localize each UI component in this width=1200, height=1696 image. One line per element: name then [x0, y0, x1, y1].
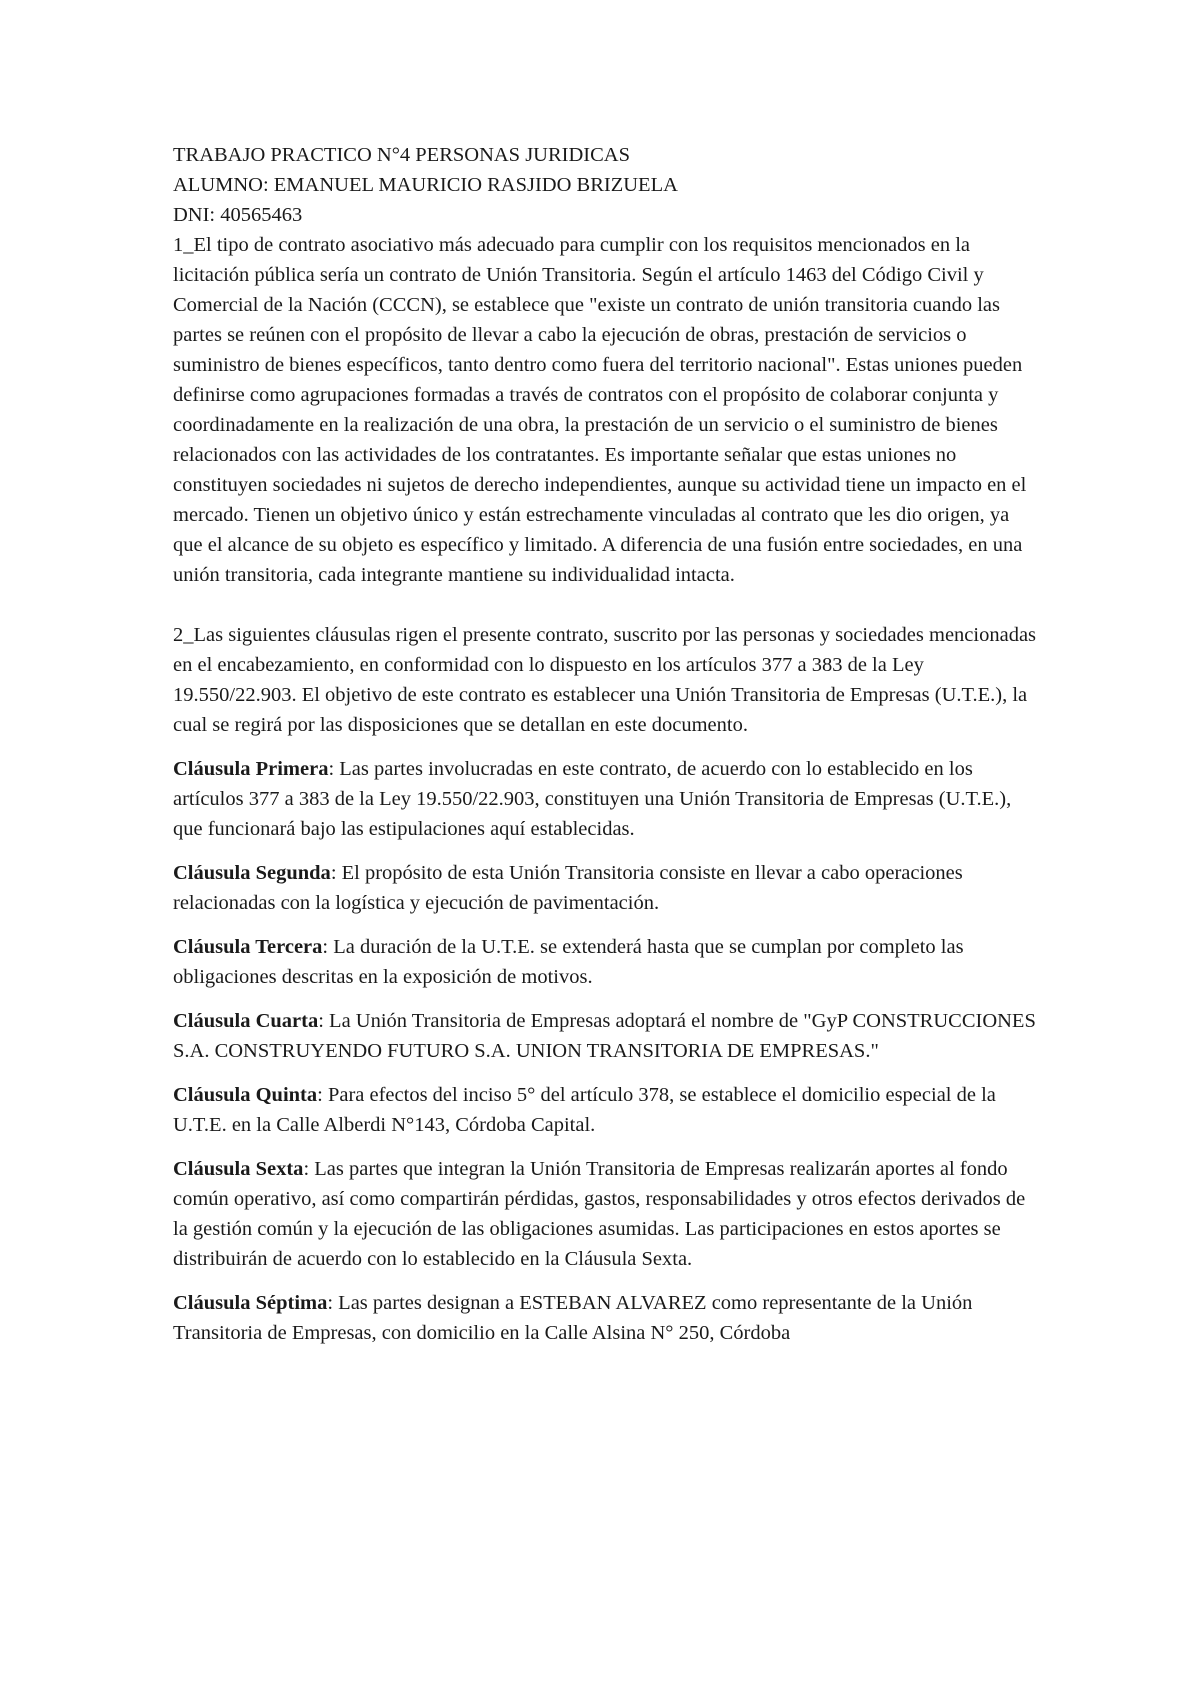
clause-title: Cláusula Cuarta: [173, 1010, 319, 1032]
section-1-paragraph: 1_El tipo de contrato asociativo más adecuado para cumplir con los requisitos mencionados en la licitación pública sería un contrato de Unión Transitoria. Según el artículo 1463 del Código Civil y Comercial de la Nación (CCCN), se establece que "existe un contrato de unión transitoria cuando las partes se reúnen con el propósito de llevar a cabo la ejecución de obras, prestación de servicios o suministro de bienes específicos, tanto dentro como fuera del territorio nacional". Estas uniones pueden definirse como agrupaciones formadas a través de contratos con el propósito de colaborar conjunta y coordinadamente en la realización de una obra, la prestación de un servicio o el suministro de bienes relacionados con las actividades de los contratantes. Es importante señalar que estas uniones no constituyen sociedades ni sujetos de derecho independientes, aunque su actividad tiene un impacto en el mercado. Tienen un objetivo único y están estrechamente vinculadas al contrato que les dio origen, ya que el alcance de su objeto es específico y limitado. A diferencia de una fusión entre sociedades, en una unión transitoria, cada integrante mantiene su individualidad intacta.: [173, 234, 1027, 586]
document-title: TRABAJO PRACTICO N°4 PERSONAS JURIDICAS: [173, 144, 630, 166]
section-2-intro: 2_Las siguientes cláusulas rigen el presente contrato, suscrito por las personas y sociedades mencionadas en el encabezamiento, en conformidad con lo dispuesto en los artículos 377 a 383 de la Ley 19.550/22.903. El objetivo de este contrato es establecer una Unión Transitoria de Empresas (U.T.E.), la cual se regirá por las disposiciones que se detallan en este documento.: [173, 624, 1037, 736]
clause-title: Cláusula Quinta: [173, 1084, 318, 1106]
student-dni: DNI: 40565463: [173, 204, 303, 226]
clause-title: Cláusula Primera: [173, 758, 329, 780]
clause-text: : Las partes involucradas en este contrato, de acuerdo con lo establecido en los artículos 377 a 383 de la Ley 19.550/22.903, constituyen una Unión Transitoria de Empresas (U.T.E.), que funcionará bajo las estipulaciones aquí establecidas.: [173, 758, 1012, 840]
clause-text: : Las partes designan a ESTEBAN ALVAREZ como representante de la Unión Transitoria de Empresas, con domicilio en la Calle Alsina N° 250, Córdoba: [173, 1292, 973, 1344]
clause-septima: [173, 1288, 1043, 1348]
clause-quinta: [173, 1080, 1043, 1140]
clause-sexta: [173, 1154, 1043, 1274]
clause-title: Cláusula Séptima: [173, 1292, 328, 1314]
clause-text: : La Unión Transitoria de Empresas adoptará el nombre de "GyP CONSTRUCCIONES S.A. CONSTRUYENDO FUTURO S.A. UNION TRANSITORIA DE EMPRESAS.": [173, 1010, 1036, 1062]
clause-title: Cláusula Sexta: [173, 1158, 304, 1180]
clause-text: : La duración de la U.T.E. se extenderá hasta que se cumplan por completo las obligaciones descritas en la exposición de motivos.: [173, 936, 964, 988]
clause-segunda: [173, 858, 1043, 918]
clause-text: : El propósito de esta Unión Transitoria consiste en llevar a cabo operaciones relacionadas con la logística y ejecución de pavimentación.: [173, 862, 963, 914]
clause-text: : Las partes que integran la Unión Transitoria de Empresas realizarán aportes al fondo común operativo, así como compartirán pérdidas, gastos, responsabilidades y otros efectos derivados de la gestión común y la ejecución de las obligaciones asumidas. Las participaciones en estos aportes se distribuirán de acuerdo con lo establecido en la Cláusula Sexta.: [173, 1158, 1026, 1270]
clause-title: Cláusula Tercera: [173, 936, 323, 958]
clause-tercera: [173, 932, 1043, 992]
clause-title: Cláusula Segunda: [173, 862, 331, 884]
clause-text: : Para efectos del inciso 5° del artículo 378, se establece el domicilio especial de la U.T.E. en la Calle Alberdi N°143, Córdoba Capital.: [173, 1084, 996, 1136]
paragraph-gap: [173, 590, 1043, 620]
clause-primera: [173, 754, 1043, 844]
student-name: ALUMNO: EMANUEL MAURICIO RASJIDO BRIZUELA: [173, 174, 678, 196]
document-page: [173, 140, 1043, 1362]
clause-cuarta: [173, 1006, 1043, 1066]
